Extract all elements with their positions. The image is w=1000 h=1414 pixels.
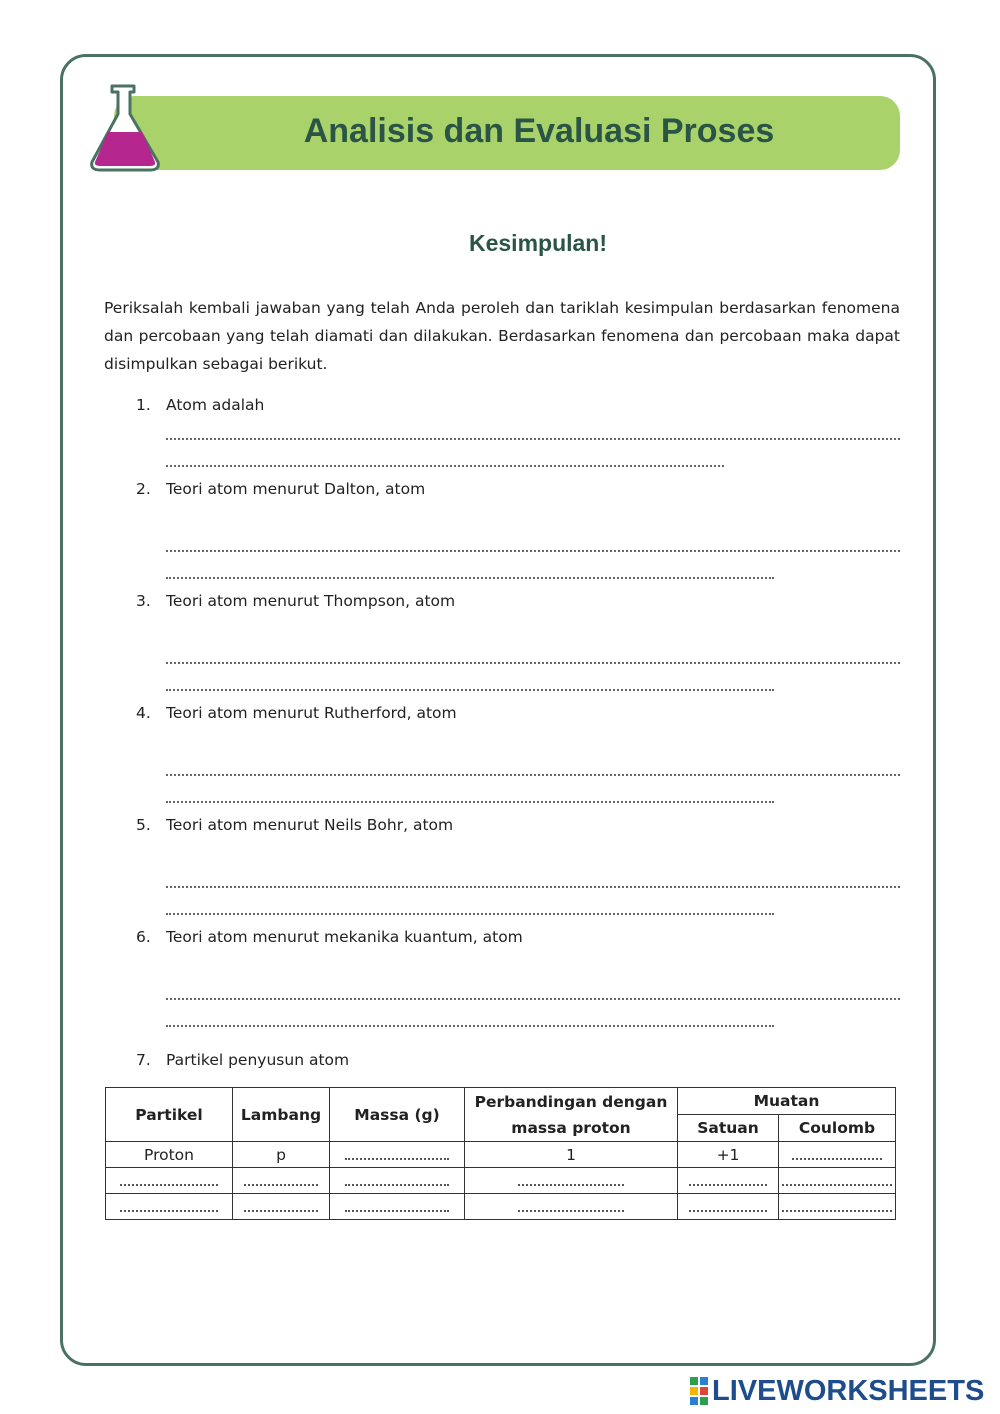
header-perbandingan: Perbandingan dengan massa proton — [465, 1088, 678, 1142]
blank-cell[interactable] — [465, 1168, 678, 1194]
question-2 — [136, 480, 425, 498]
answer-line[interactable] — [166, 465, 724, 467]
blank-cell[interactable] — [330, 1194, 465, 1220]
question-number: 6. — [136, 928, 151, 946]
cell-partikel: Proton — [106, 1142, 233, 1168]
blank-cell[interactable] — [330, 1142, 465, 1168]
question-number: 2. — [136, 480, 151, 498]
cell-lambang: p — [233, 1142, 330, 1168]
blank-cell[interactable] — [779, 1142, 896, 1168]
blank-cell[interactable] — [779, 1168, 896, 1194]
question-text: Partikel penyusun atom — [166, 1051, 350, 1069]
table-row — [106, 1194, 896, 1220]
liveworksheets-logo — [690, 1374, 984, 1408]
answer-line[interactable] — [166, 550, 900, 552]
section-title: Kesimpulan! — [468, 230, 608, 256]
answer-line[interactable] — [166, 774, 900, 776]
blank-cell[interactable] — [106, 1168, 233, 1194]
cell-satuan: +1 — [678, 1142, 779, 1168]
header-lambang: Lambang — [233, 1088, 330, 1142]
table-row — [106, 1142, 896, 1168]
question-text: Atom adalah — [166, 396, 265, 414]
blank-cell[interactable] — [678, 1168, 779, 1194]
cell-perbandingan: 1 — [465, 1142, 678, 1168]
header-muatan: Muatan — [678, 1088, 896, 1115]
intro-paragraph: Periksalah kembali jawaban yang telah Anda peroleh dan tariklah kesimpulan berdasarkan fenomena dan percobaan yang telah diamati dan dilakukan. Berdasarkan fenomena dan percobaan maka dapat disimpulkan sebagai berikut. — [104, 299, 900, 373]
question-text: Teori atom menurut Dalton, atom — [166, 480, 426, 498]
blank-cell[interactable] — [779, 1194, 896, 1220]
question-text: Teori atom menurut mekanika kuantum, atom — [166, 928, 523, 946]
question-1 — [136, 396, 264, 414]
answer-line[interactable] — [166, 577, 774, 579]
question-number: 7. — [136, 1051, 151, 1069]
question-text: Teori atom menurut Thompson, atom — [166, 592, 456, 610]
question-text: Teori atom menurut Rutherford, atom — [166, 704, 457, 722]
page-title: Analisis dan Evaluasi Proses — [303, 112, 775, 150]
answer-line[interactable] — [166, 886, 900, 888]
answer-line[interactable] — [166, 438, 900, 440]
blank-cell[interactable] — [233, 1194, 330, 1220]
blank-cell[interactable] — [106, 1194, 233, 1220]
answer-line[interactable] — [166, 998, 900, 1000]
blank-cell[interactable] — [678, 1194, 779, 1220]
question-7 — [136, 1051, 349, 1069]
particle-table — [105, 1087, 896, 1220]
logo-text: LIVEWORKSHEETS — [712, 1374, 985, 1407]
question-number: 5. — [136, 816, 151, 834]
answer-line[interactable] — [166, 662, 900, 664]
question-number: 4. — [136, 704, 151, 722]
answer-line[interactable] — [166, 1025, 774, 1027]
question-6 — [136, 928, 523, 946]
question-3 — [136, 592, 455, 610]
question-4 — [136, 704, 457, 722]
question-text: Teori atom menurut Neils Bohr, atom — [166, 816, 454, 834]
question-number: 1. — [136, 396, 151, 414]
header-partikel: Partikel — [106, 1088, 233, 1142]
blank-cell[interactable] — [233, 1168, 330, 1194]
header-satuan: Satuan — [678, 1115, 779, 1142]
answer-line[interactable] — [166, 913, 774, 915]
blank-cell[interactable] — [330, 1168, 465, 1194]
blank-cell[interactable] — [465, 1194, 678, 1220]
table-row — [106, 1168, 896, 1194]
question-5 — [136, 816, 453, 834]
answer-line[interactable] — [166, 689, 774, 691]
question-number: 3. — [136, 592, 151, 610]
answer-line[interactable] — [166, 801, 774, 803]
header-coulomb: Coulomb — [779, 1115, 896, 1142]
logo-icon — [690, 1377, 708, 1405]
header-massa: Massa (g) — [330, 1088, 465, 1142]
